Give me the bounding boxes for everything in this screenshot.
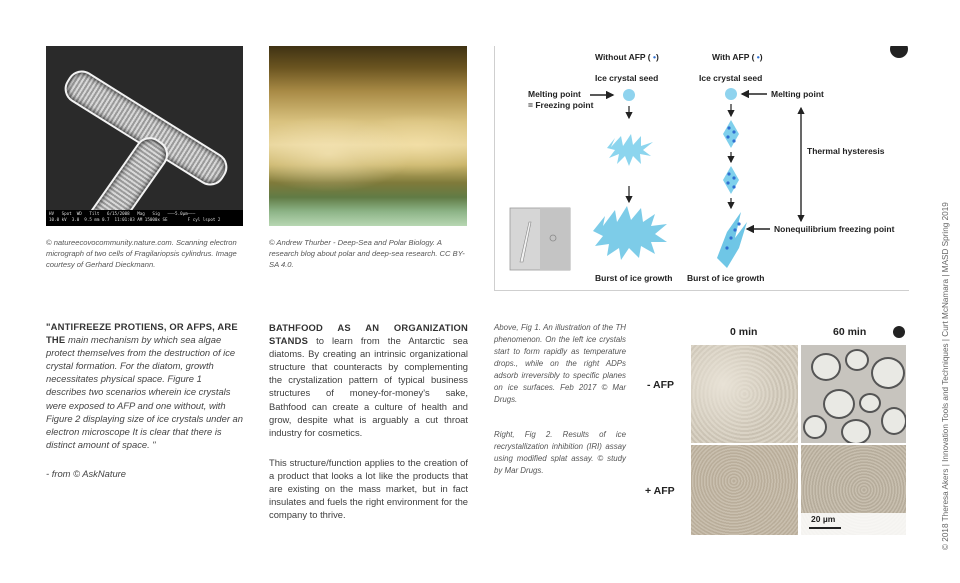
burst-label-right: Burst of ice growth (687, 273, 765, 283)
svg-text:With AFP ( •): With AFP ( •) (712, 52, 763, 62)
body-lead: BATHFOOD AS AN ORGANIZATION STANDS (269, 322, 468, 347)
afp-crystal-burst (717, 212, 747, 268)
without-afp-title: Without AFP ( (595, 52, 651, 62)
scale-bar (809, 527, 841, 529)
ice-crystal-small-left (607, 134, 653, 166)
melting-point-left: Melting point (528, 89, 581, 99)
nonequilibrium-label: Nonequilibrium freezing point (774, 224, 895, 234)
corner-symbol-icon (893, 326, 905, 338)
panel-plus-afp-60min (801, 445, 906, 535)
figure2-caption: © Andrew Thurber - Deep-Sea and Polar Biology. A research blog about polar and deep-sea research. CC BY-SA 4.0. (269, 238, 465, 269)
svg-text:Without AFP ( •): Without AFP ( •) (595, 52, 659, 62)
quote-text: main mechanism by which sea algae protect themselves from the destruction of ice crystal formation. For the diatom, growth necessitates physical space. Figure 1 describes two scenarios wherein ice crystals were exposed to AFP and one without, with Figure 2 displaying size of ice crystals under an electron microscope It is clear that there is distinct amount of space. " (46, 334, 243, 450)
ice-seed-left (623, 89, 635, 101)
ice-seed-right (725, 88, 737, 100)
burst-label-left: Burst of ice growth (595, 273, 673, 283)
body-paragraph-2: This structure/function applies to the creation of a product that looks a lot like the products that are existing on the mass market, but in fact insulates and fuels the right environment for the company to thrive. (269, 457, 468, 521)
sem-diatom-image (46, 46, 243, 226)
figure1-caption: © natureecovocommunity.nature.com. Scanning electron micrograph of two cells of Fragilariopsis cylindrus. Image courtesy of Gerhard Dieckmann. (46, 238, 237, 269)
freezing-point-left: = Freezing point (528, 100, 594, 110)
panel-minus-afp-0min (691, 345, 798, 443)
quote-lead: "ANTIFREEZE PROTIENS, OR AFPS, ARE THE (46, 321, 238, 346)
afp-crystal-1 (723, 120, 739, 148)
scale-bar-label: 20 µm (811, 514, 836, 524)
panel-plus-afp-0min (691, 445, 798, 535)
inset-micrograph (510, 208, 570, 270)
iri-assay-figure (643, 321, 909, 537)
col-label-0min: 0 min (730, 326, 758, 338)
body-text-1: to learn from the Antarctic sea diatoms. By creating an intrinsic organizational structure that counteracts by complementing the crystalization pattern of typical business structures of money-for-money's sake, Bathfood can create a culture of health and grow, despite what is arguably a cut throat industry for cosmetics. (269, 335, 468, 438)
row-label-minus-afp: - AFP (647, 379, 675, 391)
afp-crystal-2 (723, 166, 739, 194)
copyright-text: © 2018 Theresa Akers | Innovation Tools and Techniques | Curt McNamara | MASD Spring 2019 (941, 202, 950, 550)
figure-th-caption: Above, Fig 1. An illustration of the TH phenomenon. On the left ice crystals start to form rapidly as temperature drops., while on the right ADPs adsorb irreversibly to specific planes on ice surfaces. Feb 2017 © Mar Drugs. (494, 323, 626, 404)
afp-quote (46, 320, 243, 451)
with-afp-title: With AFP ( (712, 52, 755, 62)
melting-point-right: Melting point (771, 89, 824, 99)
ice-crystal-large-left (593, 206, 667, 260)
quote-source: - from © AskNature (46, 468, 127, 479)
body-paragraph-1 (269, 321, 468, 439)
sea-ice-algae-photo (269, 46, 467, 226)
panel-minus-afp-60min (801, 345, 906, 443)
vertical-copyright (927, 120, 955, 550)
sem-info-bar: HV Spot WD Tilt 6/15/2008 Mag Sig ———5.0µm——— 10.0 kV 3.0 9.5 mm 0.7 11:01:03 AM 15000x SE F cyl lspot 2 (46, 210, 243, 226)
seed-label-left: Ice crystal seed (595, 73, 659, 83)
figure-iri-caption: Right, Fig 2. Results of ice recrystallization inhibition (IRI) assay using modified splat assay. © study by Mar Drugs. (494, 430, 626, 475)
thermal-hysteresis-label: Thermal hysteresis (807, 146, 885, 156)
afp-thermal-hysteresis-diagram (494, 46, 909, 291)
seed-label-right: Ice crystal seed (699, 73, 763, 83)
row-label-plus-afp: + AFP (645, 485, 675, 497)
corner-symbol-icon (890, 46, 908, 58)
col-label-60min: 60 min (833, 326, 867, 338)
